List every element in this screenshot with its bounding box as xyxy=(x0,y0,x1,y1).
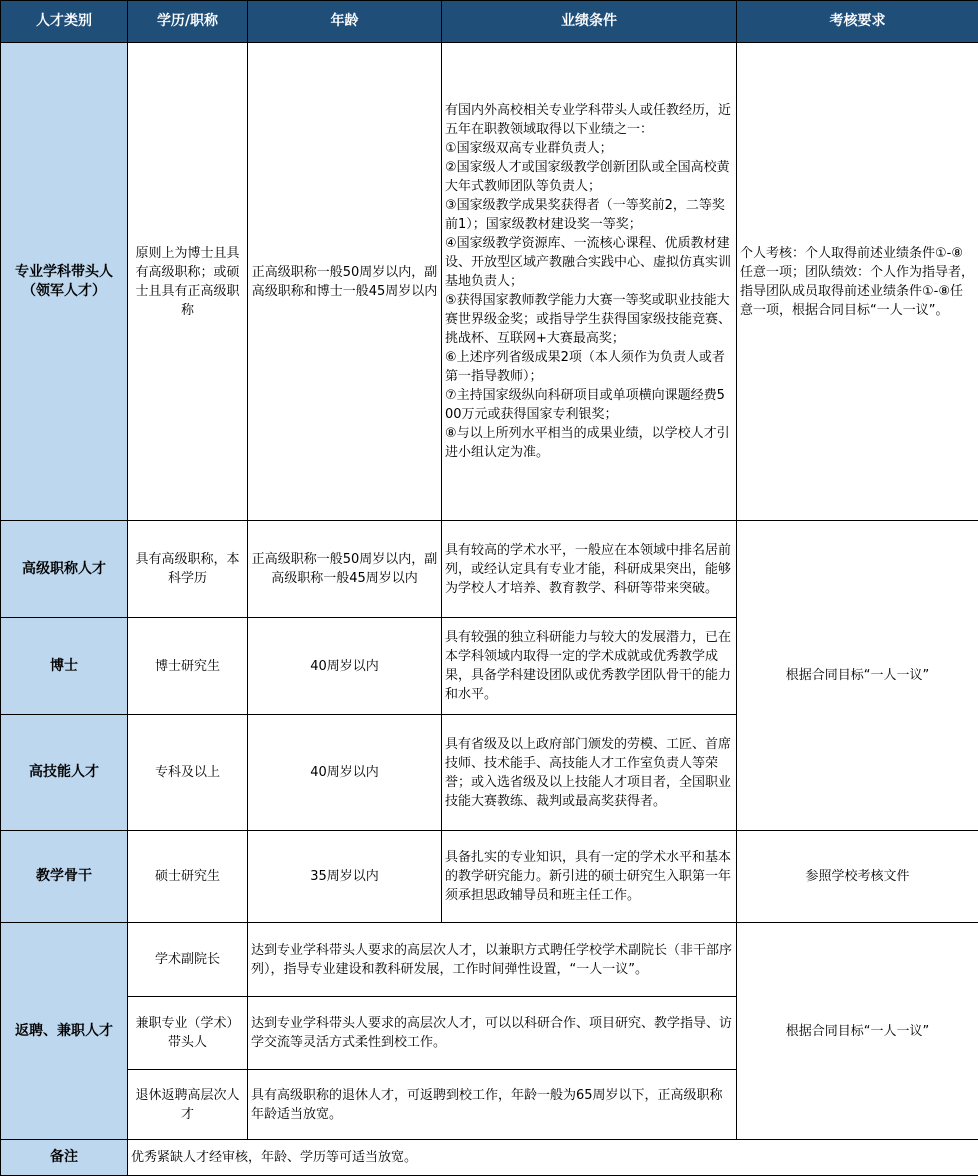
header-performance: 业绩条件 xyxy=(442,1,737,43)
performance-intro: 有国内外高校相关专业学科带头人或任教经历，近五年在职教领域取得以下业绩之一： xyxy=(445,103,732,137)
performance-doctor: 具有较强的独立科研能力与较大的发展潜力，已在本学科领域内取得一定的学术成就或优秀教学成果，具备学科建设团队或优秀教学团队骨干的能力和水平。 xyxy=(442,618,737,715)
education-leader: 原则上为博士且具有高级职称；或硕士且具有正高级职称 xyxy=(128,43,248,521)
education-skill: 专科及以上 xyxy=(128,715,248,831)
header-assessment: 考核要求 xyxy=(737,1,978,43)
header-education: 学历/职称 xyxy=(128,1,248,43)
category-leader: 专业学科带头人（领军人才） xyxy=(1,43,128,521)
note-text: 优秀紧缺人才经审核，年龄、学历等可适当放宽。 xyxy=(128,1140,978,1176)
category-senior: 高级职称人才 xyxy=(1,521,128,618)
note-label: 备注 xyxy=(1,1140,128,1176)
performance-item: ⑥上述序列省级成果2项（本人须作为负责人或者第一指导教师）； xyxy=(445,350,725,384)
header-row xyxy=(1,1,978,43)
performance-skill: 具有省级及以上政府部门颁发的劳模、工匠、首席技师、技术能手、高技能人才工作室负责人等荣誉；或入选省级及以上技能人才项目者，全国职业技能大赛教练、裁判或最高奖获得者。 xyxy=(442,715,737,831)
age-senior: 正高级职称一般50周岁以内，副高级职称一般45周岁以内 xyxy=(248,521,442,618)
rehire-sub-title: 退休返聘高层次人才 xyxy=(128,1070,248,1140)
assessment-shared: 根据合同目标“一人一议” xyxy=(737,521,978,831)
table-row xyxy=(1,831,978,923)
assessment-backbone: 参照学校考核文件 xyxy=(737,831,978,923)
header-age: 年龄 xyxy=(248,1,442,43)
performance-item: ①国家级双高专业群负责人； xyxy=(445,141,613,156)
header-category: 人才类别 xyxy=(1,1,128,43)
rehire-sub-title: 兼职专业（学术）带头人 xyxy=(128,997,248,1070)
age-skill: 40周岁以内 xyxy=(248,715,442,831)
rehire-sub-desc: 达到专业学科带头人要求的高层次人才，以兼职方式聘任学校学术副院长（非干部序列），指导专业建设和教科研发展，工作时间弹性设置，“一人一议”。 xyxy=(248,923,737,997)
performance-backbone: 具备扎实的专业知识，具有一定的学术水平和基本的教学研究能力。新引进的硕士研究生入职第一年须承担思政辅导员和班主任工作。 xyxy=(442,831,737,923)
performance-item: ②国家级人才或国家级教学创新团队或全国高校黄大年式教师团队等负责人； xyxy=(445,160,730,194)
category-backbone: 教学骨干 xyxy=(1,831,128,923)
assessment-rehire: 根据合同目标“一人一议” xyxy=(737,923,978,1140)
category-rehire: 返聘、兼职人才 xyxy=(1,923,128,1140)
performance-leader xyxy=(442,43,737,521)
performance-senior: 具有较高的学术水平，一般应在本领域中排名居前列，或经认定具有专业才能，科研成果突出，能够为学校人才培养、教育教学、科研等带来突破。 xyxy=(442,521,737,618)
table-row xyxy=(1,1140,978,1176)
rehire-sub-title: 学术副院长 xyxy=(128,923,248,997)
performance-item: ⑧与以上所列水平相当的成果业绩，以学校人才引进小组认定为准。 xyxy=(445,426,730,460)
age-doctor: 40周岁以内 xyxy=(248,618,442,715)
education-senior: 具有高级职称，本科学历 xyxy=(128,521,248,618)
performance-item: ③国家级教学成果奖获得者（一等奖前2，二等奖前1）；国家级教材建设奖一等奖； xyxy=(445,198,725,232)
performance-item: ⑤获得国家教师教学能力大赛一等奖或职业技能大赛世界级金奖；或指导学生获得国家级技能竞赛、挑战杯、互联网+大赛最高奖； xyxy=(445,293,732,346)
education-doctor: 博士研究生 xyxy=(128,618,248,715)
category-skill: 高技能人才 xyxy=(1,715,128,831)
table-row xyxy=(1,923,978,997)
age-leader: 正高级职称一般50周岁以内，副高级职称和博士一般45周岁以内 xyxy=(248,43,442,521)
assessment-leader: 个人考核：个人取得前述业绩条件①-⑧任意一项；团队绩效：个人作为指导者，指导团队成员取得前述业绩条件①-⑧任意一项，根据合同目标“一人一议”。 xyxy=(737,43,978,521)
education-backbone: 硕士研究生 xyxy=(128,831,248,923)
age-backbone: 35周岁以内 xyxy=(248,831,442,923)
rehire-sub-desc: 具有高级职称的退休人才，可返聘到校工作，年龄一般为65周岁以下，正高级职称年龄适当放宽。 xyxy=(248,1070,737,1140)
table-row xyxy=(1,43,978,521)
performance-item: ⑦主持国家级纵向科研项目或单项横向课题经费500万元或获得国家专利银奖； xyxy=(445,388,725,422)
performance-item: ④国家级教学资源库、一流核心课程、优质教材建设、开放型区域产教融合实践中心、虚拟仿真实训基地负责人； xyxy=(445,236,732,289)
rehire-sub-desc: 达到专业学科带头人要求的高层次人才，可以以科研合作、项目研究、教学指导、访学交流等灵活方式柔性到校工作。 xyxy=(248,997,737,1070)
table-row xyxy=(1,521,978,618)
category-doctor: 博士 xyxy=(1,618,128,715)
